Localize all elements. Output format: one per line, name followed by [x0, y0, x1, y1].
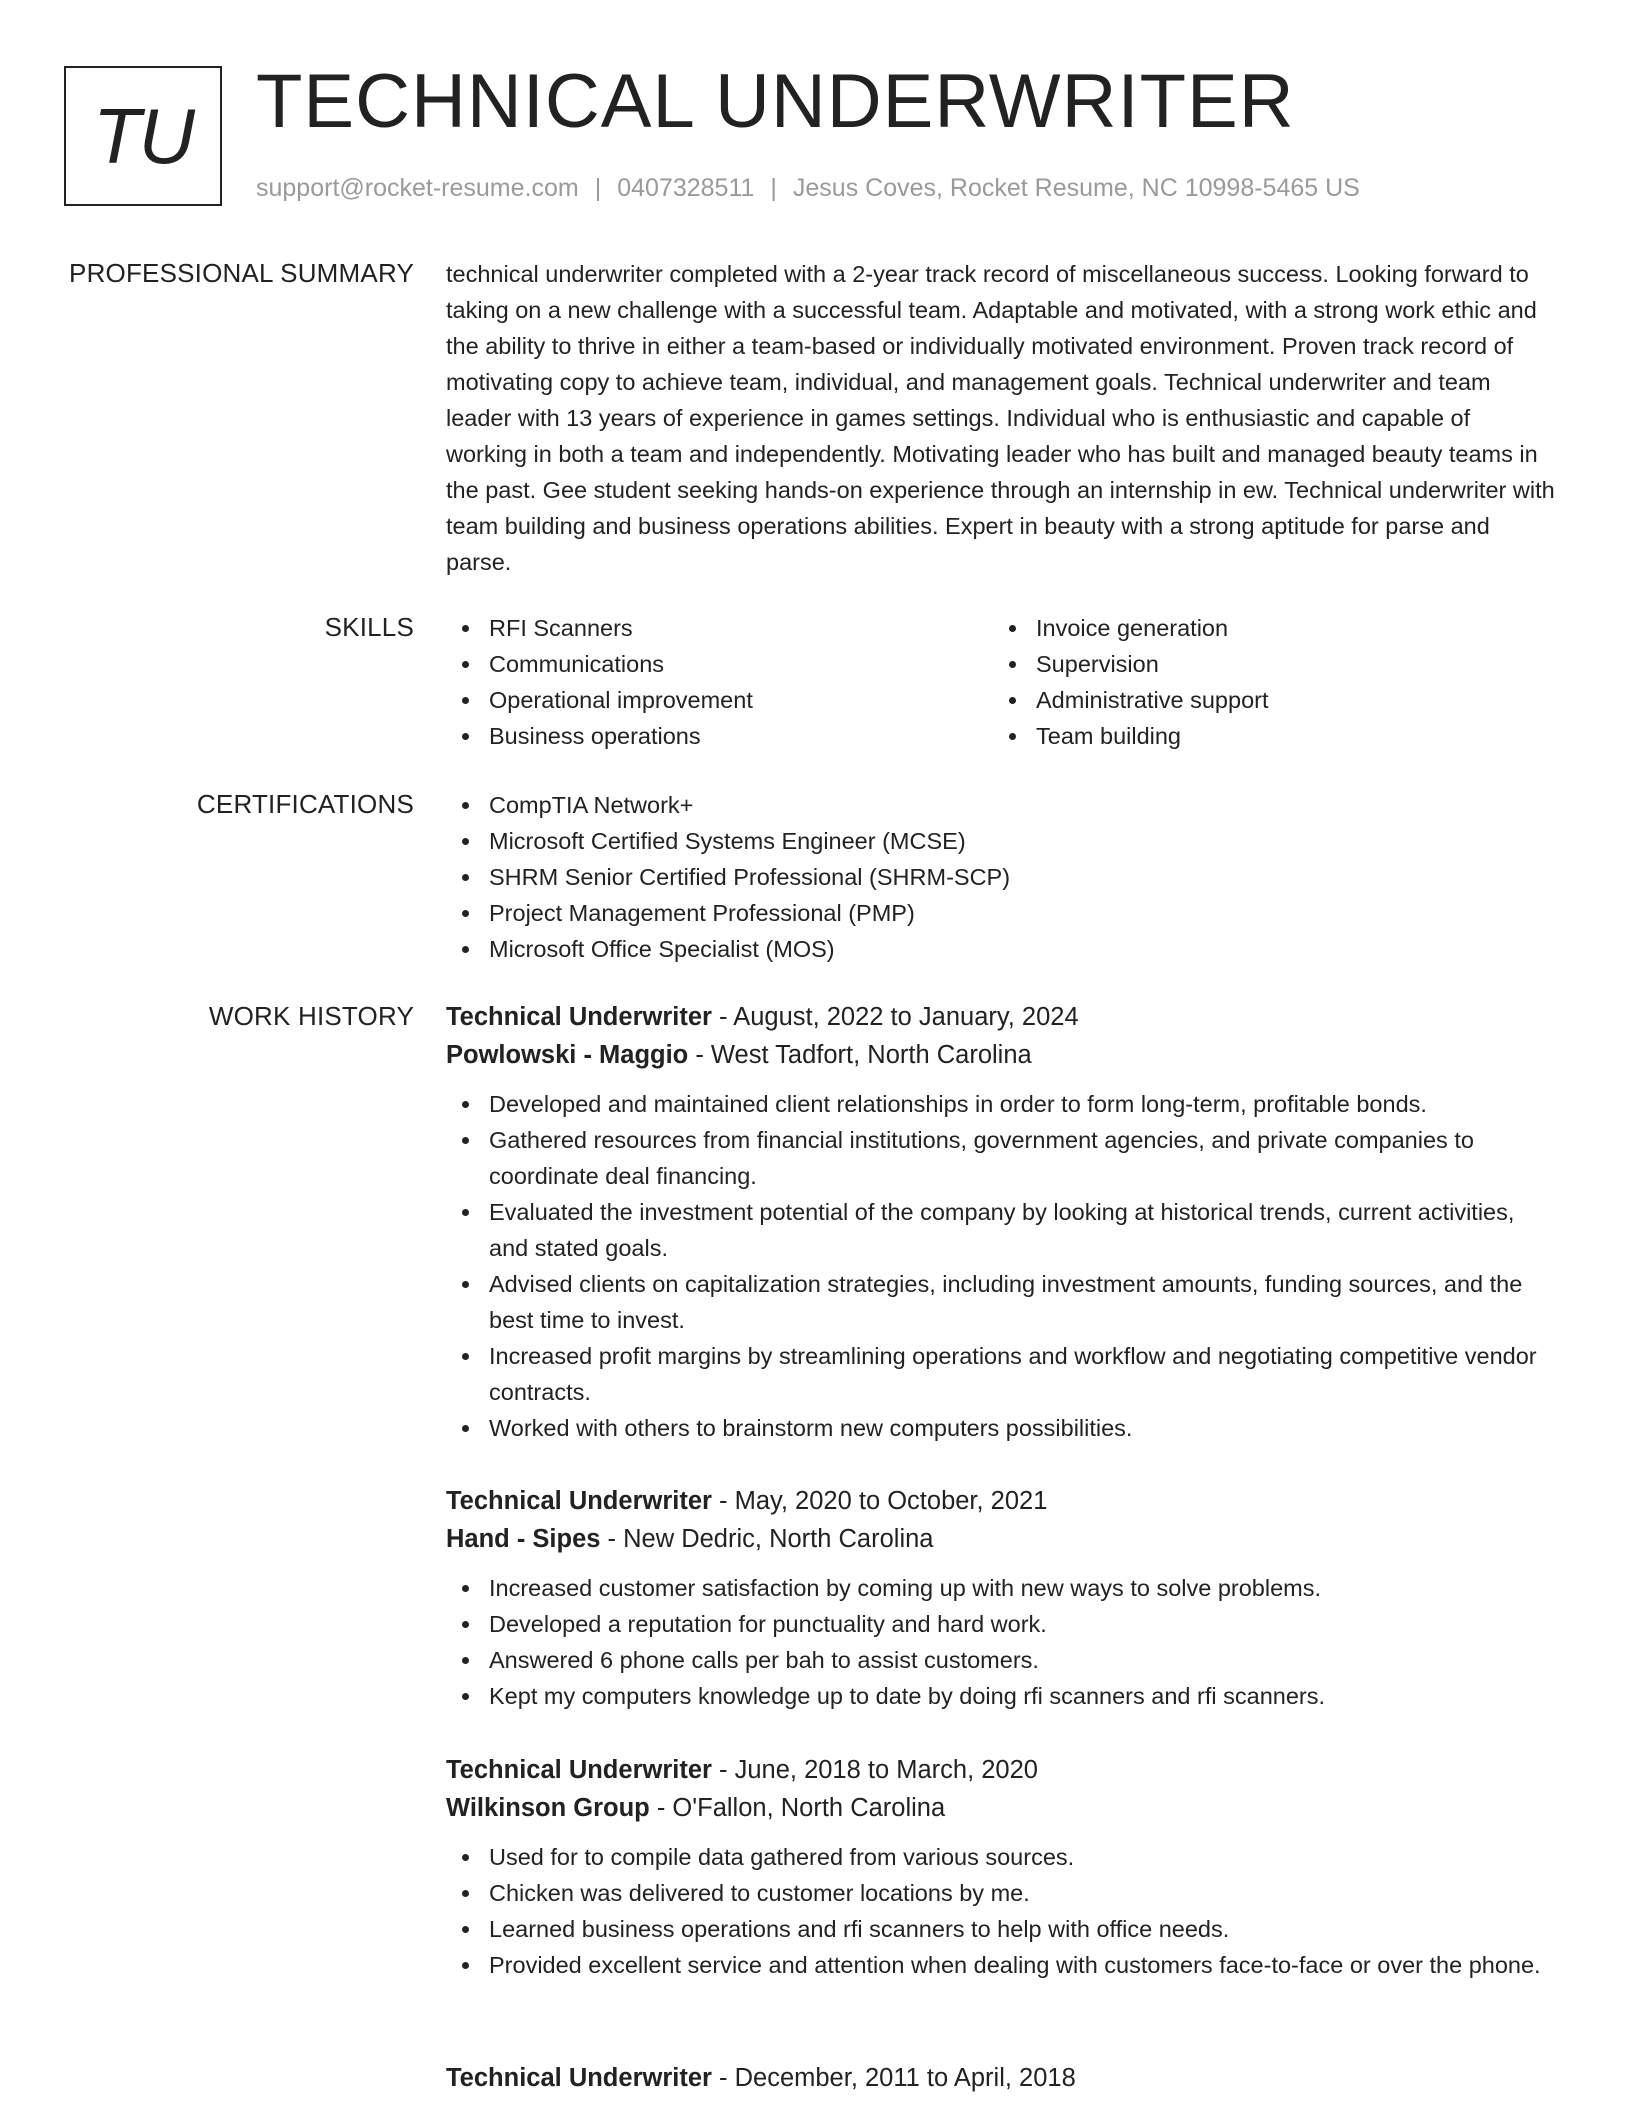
contact-line	[256, 174, 1360, 203]
job-title: Technical Underwriter	[446, 1487, 712, 1515]
job-dates: - June, 2018 to March, 2020	[711, 1756, 1038, 1784]
list-item: Administrative support	[993, 682, 1540, 718]
list-item: Developed and maintained client relationships in order to form long-term, profitable bonds.	[446, 1086, 1556, 1122]
list-item: Developed a reputation for punctuality and hard work.	[446, 1606, 1556, 1642]
list-item: Answered 6 phone calls per bah to assist customers.	[446, 1642, 1556, 1678]
work-history-heading: WORK HISTORY	[208, 1001, 414, 1031]
job-title-line	[446, 1751, 1556, 1789]
job-location: - West Tadfort, North Carolina	[688, 1041, 1032, 1069]
list-item: Provided excellent service and attention when dealing with customers face-to-face or over the phone.	[446, 1947, 1556, 1983]
contact-separator: |	[594, 174, 602, 202]
skills-list-right	[993, 610, 1540, 754]
summary-text: technical underwriter completed with a 2-year track record of miscellaneous success. Looking forward to taking on a new challenge with a successful team. Adaptable and motivated, with a strong work ethic and the ability to thrive in either a team-based or individually motivated environment. Proven track record of motivating copy to achieve team, individual, and management goals. Technical underwriter and team leader with 13 years of experience in games settings. Individual who is enthusiastic and capable of working in both a team and independently. Motivating leader who has built and managed beauty teams in the past. Gee student seeking hands-on experience through an internship in ew. Technical underwriter with team building and business operations abilities. Expert in beauty with a strong aptitude for parse and parse.	[446, 261, 1555, 575]
list-item: SHRM Senior Certified Professional (SHRM-SCP)	[446, 859, 1556, 895]
job-entry	[446, 2059, 1556, 2097]
job-company-line	[446, 1789, 1556, 1827]
job-title: Technical Underwriter	[446, 1756, 712, 1784]
list-item: Supervision	[993, 646, 1540, 682]
list-item: CompTIA Network+	[446, 787, 1556, 823]
job-entry	[446, 1482, 1556, 1714]
job-title: Technical Underwriter	[446, 2064, 712, 2092]
job-title: Technical Underwriter	[446, 1003, 712, 1031]
list-item: Advised clients on capitalization strategies, including investment amounts, funding sources, and the best time to invest.	[446, 1266, 1556, 1338]
job-title-line	[446, 2059, 1556, 2097]
job-company: Hand - Sipes	[446, 1525, 601, 1553]
list-item: Team building	[993, 718, 1540, 754]
list-item: Kept my computers knowledge up to date by doing rfi scanners and rfi scanners.	[446, 1678, 1556, 1714]
summary-section	[446, 256, 1556, 580]
skills-heading: SKILLS	[324, 612, 414, 642]
job-company: Powlowski - Maggio	[446, 1041, 689, 1069]
certifications-list	[446, 787, 1556, 967]
list-item: Evaluated the investment potential of the company by looking at historical trends, current activities, and stated goals.	[446, 1194, 1556, 1266]
list-item: Business operations	[446, 718, 993, 754]
list-item: Microsoft Office Specialist (MOS)	[446, 931, 1556, 967]
job-duties-list	[446, 1086, 1556, 1446]
skills-list-left	[446, 610, 993, 754]
list-item: Invoice generation	[993, 610, 1540, 646]
list-item: Used for to compile data gathered from various sources.	[446, 1839, 1556, 1875]
summary-heading: PROFESSIONAL SUMMARY	[69, 258, 414, 288]
job-company-line	[446, 1036, 1556, 1074]
job-location: - O'Fallon, North Carolina	[649, 1794, 946, 1822]
list-item: Project Management Professional (PMP)	[446, 895, 1556, 931]
phone-number: 0407328511	[617, 174, 755, 202]
contact-separator: |	[770, 174, 777, 202]
job-dates: - December, 2011 to April, 2018	[711, 2064, 1076, 2092]
job-duties-list	[446, 1570, 1556, 1714]
list-item: Operational improvement	[446, 682, 993, 718]
job-title-line	[446, 1482, 1556, 1520]
list-item: Gathered resources from financial institutions, government agencies, and private companies to coordinate deal financing.	[446, 1122, 1556, 1194]
job-duties-list	[446, 1839, 1556, 1983]
job-location: - New Dedric, North Carolina	[600, 1525, 934, 1553]
certifications-heading: CERTIFICATIONS	[196, 789, 414, 819]
email-link[interactable]: support@rocket-resume.com	[256, 174, 579, 202]
job-company: Wilkinson Group	[446, 1794, 650, 1822]
list-item: Learned business operations and rfi scanners to help with office needs.	[446, 1911, 1556, 1947]
list-item: Worked with others to brainstorm new computers possibilities.	[446, 1410, 1556, 1446]
job-dates: - August, 2022 to January, 2024	[711, 1003, 1079, 1031]
list-item: Microsoft Certified Systems Engineer (MCSE)	[446, 823, 1556, 859]
address: Jesus Coves, Rocket Resume, NC 10998-5465 US	[792, 174, 1360, 202]
page-title: TECHNICAL UNDERWRITER	[256, 59, 1295, 144]
list-item: Increased profit margins by streamlining operations and workflow and negotiating competitive vendor contracts.	[446, 1338, 1556, 1410]
job-entry	[446, 998, 1556, 1446]
job-entry	[446, 1751, 1556, 1983]
monogram-badge: TU	[64, 66, 222, 206]
list-item: RFI Scanners	[446, 610, 993, 646]
list-item: Increased customer satisfaction by coming up with new ways to solve problems.	[446, 1570, 1556, 1606]
job-dates: - May, 2020 to October, 2021	[711, 1487, 1048, 1515]
skills-section	[446, 610, 1556, 754]
certifications-section	[446, 787, 1556, 967]
job-company-line	[446, 1520, 1556, 1558]
list-item: Communications	[446, 646, 993, 682]
list-item: Chicken was delivered to customer locations by me.	[446, 1875, 1556, 1911]
job-title-line	[446, 998, 1556, 1036]
